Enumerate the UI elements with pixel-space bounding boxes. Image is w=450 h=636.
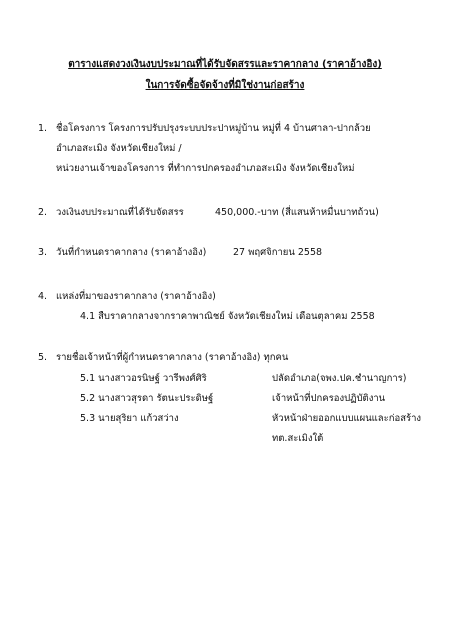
officer-3-name: 5.3 นายสุริยา แก้วสว่าง (80, 413, 179, 424)
item-2-number: 2. (38, 207, 48, 218)
project-name-line-2: อำเภอสะเมิง จังหวัดเชียงใหม่ / (56, 143, 182, 154)
budget-label: วงเงินงบประมาณที่ได้รับจัดสรร (56, 207, 184, 218)
officer-3-role: หัวหน้าฝ่ายออกแบบแผนและก่อสร้าง (272, 413, 422, 424)
price-source-detail: 4.1 สืบราคากลางจากราคาพาณิชย์ จังหวัดเชียงใหม่ เดือนตุลาคม 2558 (80, 311, 375, 322)
budget-value: 450,000.-บาท (สี่แสนห้าหมื่นบาทถ้วน) (215, 207, 379, 218)
document-title-line-2: ในการจัดซื้อจัดจ้างที่มิใช่งานก่อสร้าง (145, 80, 305, 91)
item-1-number: 1. (38, 123, 48, 134)
project-owner-line: หน่วยงานเจ้าของโครงการ ที่ทำการปกครองอำเภอสะเมิง จังหวัดเชียงใหม่ (56, 163, 355, 174)
document-title-line-1: ตารางแสดงวงเงินงบประมาณที่ได้รับจัดสรรและราคากลาง (ราคาอ้างอิง) (68, 59, 382, 70)
item-3-number: 3. (38, 247, 48, 258)
project-name-line-1: ชื่อโครงการ โครงการปรับปรุงระบบประปาหมู่บ้าน หมู่ที่ 4 บ้านศาลา-ปากล้วย (56, 123, 371, 134)
officer-1-name: 5.1 นางสาวอรนิษฐ์ วารีพงศ์ศิริ (80, 373, 207, 384)
reference-date-value: 27 พฤศจิกายน 2558 (233, 247, 323, 258)
officer-3-role-continued: ทต.สะเมิงใต้ (272, 433, 324, 444)
officer-1-role: ปลัดอำเภอ(จพง.ปค.ชำนาญการ) (272, 373, 407, 384)
officer-2-name: 5.2 นางสาวสุรดา รัตนะประดิษฐ์ (80, 393, 214, 404)
officer-2-role: เจ้าหน้าที่ปกครองปฏิบัติงาน (272, 393, 386, 404)
item-4-number: 4. (38, 291, 48, 302)
officers-label: รายชื่อเจ้าหน้าที่ผู้กำหนดราคากลาง (ราคาอ้างอิง) ทุกคน (56, 352, 289, 363)
price-source-label: แหล่งที่มาของราคากลาง (ราคาอ้างอิง) (56, 291, 216, 302)
item-5-number: 5. (38, 352, 48, 363)
reference-date-label: วันที่กำหนดราคากลาง (ราคาอ้างอิง) (56, 247, 207, 258)
